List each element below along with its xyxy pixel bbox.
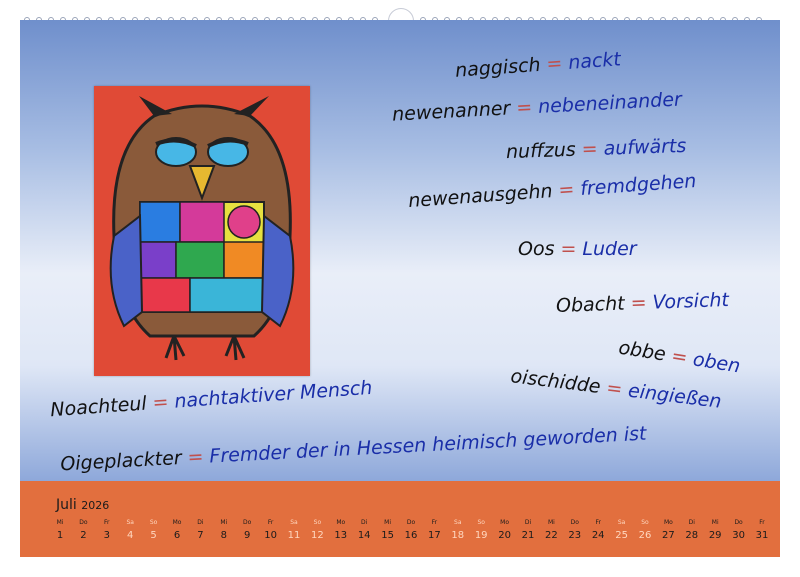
- day-number: 1: [56, 530, 64, 541]
- dialect-entry: [556, 289, 730, 317]
- weekday-label: Di: [361, 519, 368, 526]
- weekday-label: So: [641, 519, 649, 526]
- weekday-label: Fr: [595, 519, 601, 526]
- month-name: Juli: [56, 497, 77, 513]
- equals-sign: =: [581, 137, 599, 161]
- weekday-label: Mi: [547, 519, 555, 526]
- weekday-label: Mo: [500, 519, 510, 526]
- weekday-label: Fr: [759, 519, 765, 526]
- day-number: 14: [357, 530, 371, 541]
- equals-sign: =: [515, 96, 533, 120]
- calendar-day: [635, 519, 655, 541]
- calendar-day: [401, 519, 421, 541]
- equals-sign: =: [151, 391, 170, 415]
- equals-sign: =: [557, 178, 576, 202]
- calendar-day: [50, 519, 70, 541]
- calendar-day: [658, 519, 678, 541]
- day-number: 13: [334, 530, 348, 541]
- day-number: 24: [591, 530, 605, 541]
- day-number: 11: [287, 530, 301, 541]
- calendar-day: [588, 519, 608, 541]
- day-number: 15: [381, 530, 394, 541]
- calendar-day: [495, 519, 515, 541]
- calendar-day: [354, 519, 374, 541]
- equals-sign: =: [545, 52, 564, 76]
- dialect-meaning: nachtaktiver Mensch: [173, 376, 374, 413]
- owl-painting: [94, 86, 310, 376]
- calendar-day: [190, 519, 210, 541]
- day-number: 21: [521, 530, 535, 541]
- weekday-label: Sa: [454, 519, 462, 526]
- equals-sign: =: [630, 291, 647, 315]
- day-number: 27: [662, 530, 675, 541]
- dialect-meaning: Luder: [582, 238, 637, 260]
- day-number: 25: [615, 530, 628, 541]
- day-number: 22: [545, 530, 558, 541]
- calendar-day: [424, 519, 444, 541]
- dialect-meaning: Fremder der in Hessen heimisch geworden ist: [208, 422, 647, 468]
- weekday-label: Sa: [617, 519, 626, 526]
- day-number: 29: [708, 530, 722, 541]
- day-number: 9: [244, 530, 251, 541]
- equals-sign: =: [560, 238, 577, 260]
- weekday-label: So: [149, 519, 158, 526]
- weekday-label: Sa: [126, 519, 134, 526]
- equals-sign: =: [605, 376, 624, 401]
- weekday-label: Di: [197, 519, 204, 526]
- equals-sign: =: [187, 445, 205, 469]
- weekday-label: Di: [524, 519, 532, 526]
- month-title: [56, 497, 109, 513]
- calendar-day: [167, 519, 187, 541]
- calendar-day: [378, 519, 398, 541]
- weekday-label: Mo: [172, 519, 182, 526]
- calendar-day: [565, 519, 585, 541]
- weekday-label: Mi: [56, 519, 64, 526]
- weekday-label: Fr: [267, 519, 274, 526]
- weekday-label: Do: [406, 519, 416, 526]
- dialect-meaning: oben: [691, 348, 742, 378]
- dialect-meaning: nebeneinander: [537, 88, 683, 118]
- dialect-meaning: fremdgehen: [579, 169, 698, 201]
- dialect-meaning: nackt: [567, 48, 622, 74]
- calendar-day: [284, 519, 304, 541]
- dialect-entry: [617, 337, 742, 378]
- dialect-word: Obacht: [555, 292, 626, 318]
- day-number: 19: [474, 530, 488, 541]
- weekday-label: Mi: [711, 519, 719, 526]
- calendar-day: [261, 519, 281, 541]
- dialect-word: nuffzus: [505, 138, 577, 164]
- dialect-meaning: eingießen: [626, 379, 723, 413]
- day-number: 28: [685, 530, 699, 541]
- weekday-label: Mo: [336, 519, 346, 526]
- year-label: 2026: [81, 499, 110, 512]
- owl-icon: [94, 86, 310, 376]
- dialect-word: naggisch: [454, 53, 542, 82]
- calendar-footer: [20, 481, 780, 557]
- day-number: 17: [428, 530, 441, 541]
- calendar-day: [307, 519, 327, 541]
- day-number: 6: [173, 530, 181, 541]
- calendar-day: [237, 519, 257, 541]
- dialect-entry: [60, 423, 647, 476]
- dialect-entry: [509, 365, 722, 413]
- weekday-label: Fr: [431, 519, 438, 526]
- calendar-day: [682, 519, 702, 541]
- day-number: 16: [404, 530, 418, 541]
- calendar-day: [729, 519, 749, 541]
- dialect-entry: [392, 88, 683, 125]
- weekday-label: Sa: [290, 519, 298, 526]
- day-number: 7: [197, 530, 204, 541]
- dialect-meaning: aufwärts: [603, 134, 687, 160]
- equals-sign: =: [669, 344, 689, 370]
- day-number: 5: [150, 530, 157, 541]
- weekday-label: Do: [570, 519, 579, 526]
- calendar-day: [518, 519, 538, 541]
- day-number: 3: [103, 530, 110, 541]
- weekday-label: Mi: [220, 519, 228, 526]
- day-number: 10: [264, 530, 277, 541]
- calendar-day: [705, 519, 725, 541]
- day-number: 26: [638, 530, 652, 541]
- day-number: 18: [451, 530, 465, 541]
- dialect-entry: [518, 238, 637, 260]
- calendar-day: [471, 519, 491, 541]
- calendar-day: [97, 519, 117, 541]
- calendar-day: [541, 519, 561, 541]
- calendar-day: [214, 519, 234, 541]
- weekday-label: Do: [79, 519, 88, 526]
- weekday-label: Fr: [104, 519, 110, 526]
- day-number: 4: [127, 530, 134, 541]
- weekday-label: Do: [243, 519, 252, 526]
- calendar-day: [120, 519, 140, 541]
- weekday-label: So: [477, 519, 485, 526]
- calendar-day: [612, 519, 632, 541]
- dialect-word: oischidde: [509, 365, 602, 399]
- calendar-day: [448, 519, 468, 541]
- weekday-label: Di: [688, 519, 695, 526]
- day-number: 2: [80, 530, 87, 541]
- day-number: 30: [732, 530, 745, 541]
- day-number: 23: [568, 530, 582, 541]
- calendar-day: [144, 519, 164, 541]
- day-number: 8: [220, 530, 227, 541]
- day-number: 12: [311, 530, 324, 541]
- weekday-label: So: [313, 519, 322, 526]
- weekday-label: Mo: [663, 519, 673, 526]
- dialect-entry: [408, 170, 697, 212]
- dialect-word: newenausgehn: [407, 180, 554, 213]
- day-number: 31: [755, 530, 769, 541]
- dialect-word: newenanner: [391, 97, 511, 126]
- dialect-entry: [454, 48, 621, 82]
- calendar-day: [73, 519, 93, 541]
- dialect-word: Noachteul: [49, 392, 148, 422]
- dialect-word: obbe: [617, 336, 668, 366]
- dialect-meaning: Vorsicht: [652, 288, 730, 314]
- dialect-word: Oos: [518, 238, 555, 260]
- weekday-label: Do: [734, 519, 743, 526]
- calendar-day: [331, 519, 351, 541]
- calendar-day: [752, 519, 772, 541]
- weekday-label: Mi: [384, 519, 392, 526]
- dialect-entry: [506, 135, 687, 163]
- day-number: 20: [498, 530, 511, 541]
- dialect-word: Oigeplackter: [59, 447, 183, 476]
- dialect-entry: [50, 377, 373, 421]
- calendar-photo: [20, 20, 780, 481]
